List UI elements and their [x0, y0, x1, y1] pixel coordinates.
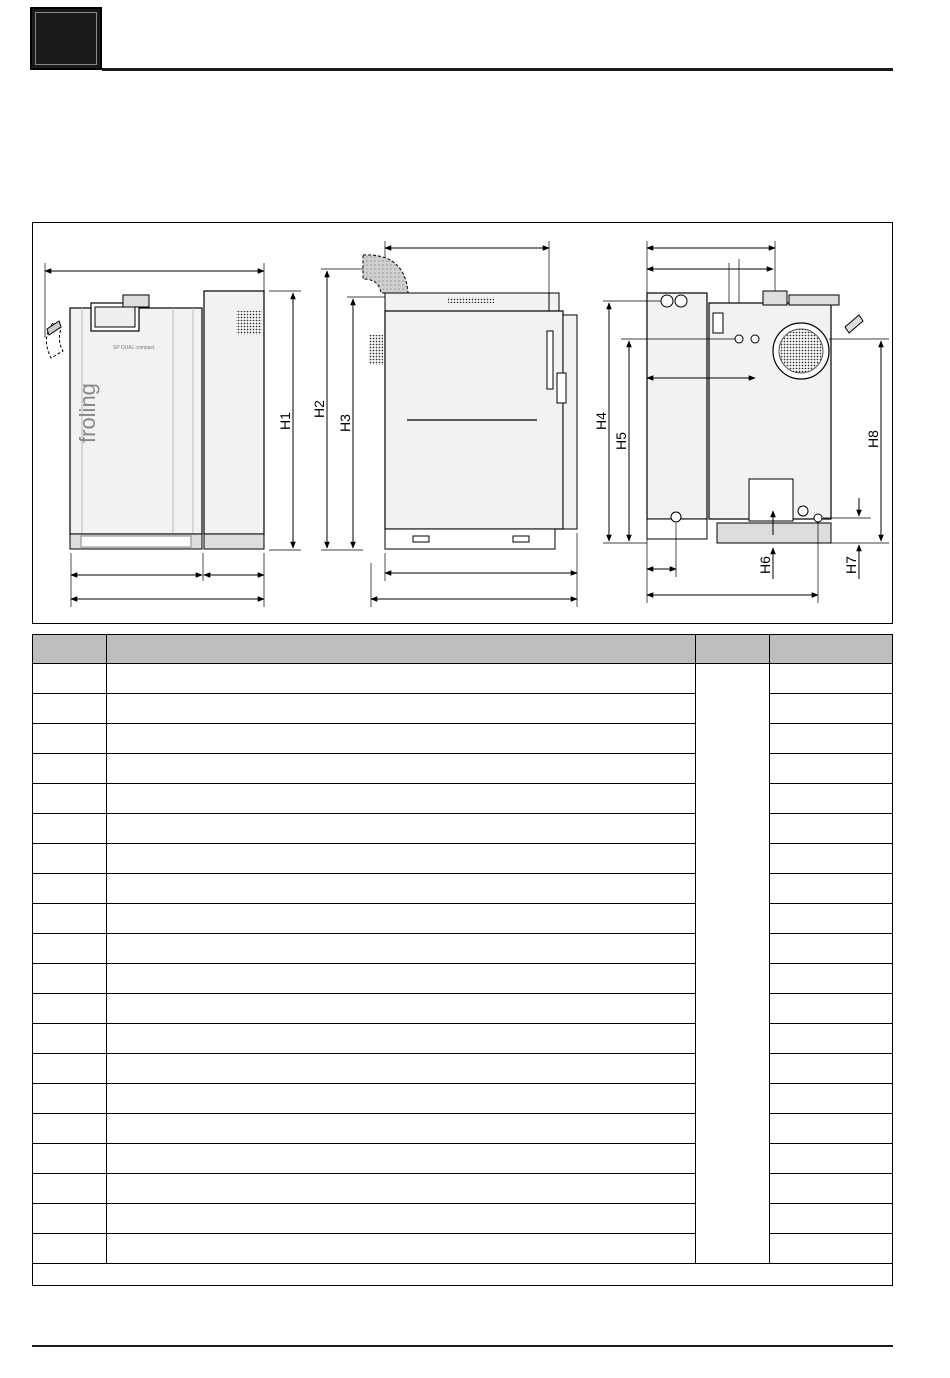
table-row [33, 664, 893, 694]
table-cell [33, 844, 107, 874]
table-cell [33, 964, 107, 994]
label-h6: H6 [757, 556, 773, 574]
table-cell [33, 1084, 107, 1114]
table-note [33, 1264, 893, 1286]
table-cell [770, 844, 893, 874]
table-cell [106, 1054, 695, 1084]
rear-view [603, 241, 889, 603]
label-h7: H7 [843, 556, 859, 574]
chapter-marker [30, 7, 102, 70]
table-cell [106, 964, 695, 994]
table-cell [106, 844, 695, 874]
table-cell [33, 904, 107, 934]
footer-rule [32, 1345, 893, 1347]
label-h5: H5 [613, 432, 629, 450]
table-cell [33, 724, 107, 754]
table-cell [770, 1234, 893, 1264]
header-cell [106, 635, 695, 664]
table-cell [770, 1054, 893, 1084]
table-cell [106, 1114, 695, 1144]
header-cell [33, 635, 107, 664]
table-cell [106, 754, 695, 784]
table-cell [770, 1144, 893, 1174]
label-h8: H8 [865, 430, 881, 448]
header-rule [102, 68, 893, 71]
table-cell [33, 1204, 107, 1234]
table-cell [33, 1174, 107, 1204]
table-cell [106, 1174, 695, 1204]
table-cell [106, 724, 695, 754]
table-cell [770, 1024, 893, 1054]
table-cell [106, 1084, 695, 1114]
table-cell [770, 1174, 893, 1204]
model-label: SP DUAL compact [113, 345, 155, 351]
label-h1: H1 [277, 412, 293, 430]
table-cell [33, 814, 107, 844]
table-cell [106, 994, 695, 1024]
table-cell [770, 964, 893, 994]
table-cell [33, 874, 107, 904]
table-cell [770, 1114, 893, 1144]
table-cell [770, 1204, 893, 1234]
table-header-row [33, 635, 893, 664]
table-cell [770, 1084, 893, 1114]
table-cell [106, 1234, 695, 1264]
header-cell [770, 635, 893, 664]
table-cell [33, 1144, 107, 1174]
table-cell [770, 994, 893, 1024]
table-cell [33, 934, 107, 964]
table-cell [770, 694, 893, 724]
side-view [321, 241, 577, 607]
table-cell [33, 1234, 107, 1264]
table-cell [106, 874, 695, 904]
table-cell [770, 724, 893, 754]
table-cell [33, 1024, 107, 1054]
table-cell [33, 1054, 107, 1084]
table-cell [106, 1024, 695, 1054]
table-cell [770, 784, 893, 814]
table-cell [770, 934, 893, 964]
table-cell [106, 814, 695, 844]
header-cell [696, 635, 770, 664]
table-cell [106, 694, 695, 724]
label-h3: H3 [337, 414, 353, 432]
table-cell [106, 1144, 695, 1174]
dimensions-table [32, 634, 893, 1286]
table-cell [33, 754, 107, 784]
table-cell [770, 874, 893, 904]
table-cell [33, 1114, 107, 1144]
label-h4: H4 [593, 412, 609, 430]
table-cell [106, 1204, 695, 1234]
table-note-row [33, 1264, 893, 1286]
brand-label: froling [75, 383, 100, 443]
dimension-drawing [32, 222, 893, 624]
unit-cell [696, 664, 770, 1264]
table-cell [33, 694, 107, 724]
table-cell [106, 934, 695, 964]
table-cell [770, 814, 893, 844]
table-cell [106, 904, 695, 934]
table-cell [33, 994, 107, 1024]
table-cell [770, 904, 893, 934]
table-cell [770, 754, 893, 784]
table-cell [770, 664, 893, 694]
table-cell [106, 784, 695, 814]
table-cell [33, 784, 107, 814]
table-body [33, 664, 893, 1286]
table-cell [106, 664, 695, 694]
table-cell [33, 664, 107, 694]
label-h2: H2 [311, 400, 327, 418]
